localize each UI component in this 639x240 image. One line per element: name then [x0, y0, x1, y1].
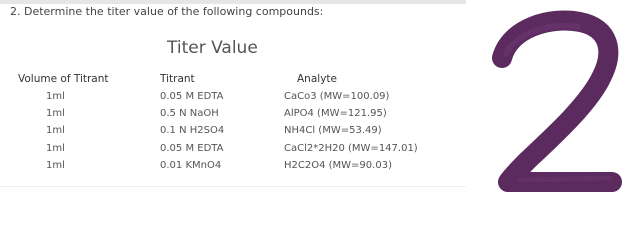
- header-volume: Volume of Titrant: [18, 73, 109, 85]
- row2-titrant: 0.5 N NaOH: [160, 108, 219, 119]
- top-border: [0, 0, 466, 4]
- header-titrant: Titrant: [160, 73, 195, 85]
- row2-analyte: AlPO4 (MW=121.95): [284, 108, 387, 119]
- row1-analyte: CaCo3 (MW=100.09): [284, 91, 390, 102]
- table-title: Titer Value: [167, 38, 258, 58]
- row1-titrant: 0.05 M EDTA: [160, 91, 224, 102]
- handwritten-number-two: [480, 10, 630, 195]
- question-text: 2. Determine the titer value of the following compounds:: [10, 5, 324, 18]
- row4-analyte: CaCl2*2H20 (MW=147.01): [284, 143, 418, 154]
- header-analyte: Analyte: [297, 73, 337, 85]
- row1-volume: 1ml: [46, 91, 65, 102]
- row2-volume: 1ml: [46, 108, 65, 119]
- row3-titrant: 0.1 N H2SO4: [160, 125, 225, 136]
- bottom-divider: [0, 186, 466, 187]
- row4-volume: 1ml: [46, 143, 65, 154]
- row3-volume: 1ml: [46, 125, 65, 136]
- row5-analyte: H2C2O4 (MW=90.03): [284, 160, 392, 171]
- row3-analyte: NH4Cl (MW=53.49): [284, 125, 382, 136]
- row5-volume: 1ml: [46, 160, 65, 171]
- row4-titrant: 0.05 M EDTA: [160, 143, 224, 154]
- row5-titrant: 0.01 KMnO4: [160, 160, 222, 171]
